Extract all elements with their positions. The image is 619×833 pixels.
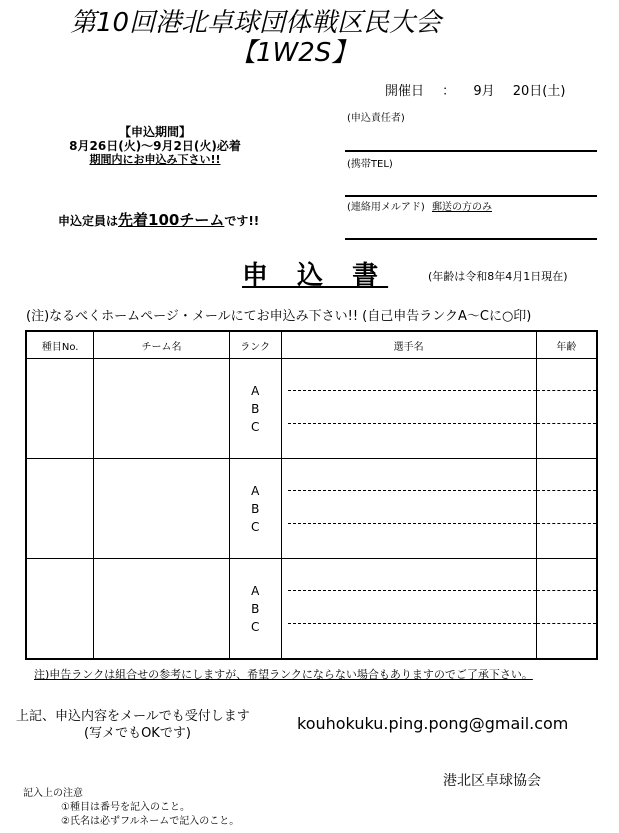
note-item: ①種目は番号を記入のこと。 (61, 802, 190, 813)
rank-option-c[interactable]: C (251, 519, 260, 534)
rank-notice: 注)申告ランクは組合せの参考にしますが、希望ランクにならない場合もありますのでご了承下さい。 (34, 668, 533, 681)
player-names-cell[interactable] (281, 459, 536, 559)
player-line-1[interactable] (288, 590, 536, 591)
age-cell[interactable] (536, 359, 597, 459)
representative-line[interactable] (345, 150, 597, 152)
email-notice: 上記、申込内容をメールでも受付します (写メでもOKです) (16, 709, 250, 741)
event-date-day: 20日(土) (512, 84, 566, 99)
rank-cell[interactable] (229, 359, 281, 459)
event-date-label: 開催日 (385, 84, 425, 99)
notes-heading: 記入上の注意 (23, 788, 83, 799)
event-date-month: 9月 (473, 84, 495, 99)
player-line-2[interactable] (288, 623, 536, 624)
rank-option-b[interactable]: B (251, 601, 260, 616)
age-line-1[interactable] (537, 390, 596, 391)
header-player-name: 選手名 (281, 331, 536, 359)
age-cell[interactable] (536, 459, 597, 559)
note-item: ②氏名は必ずフルネームで記入のこと。 (61, 816, 240, 827)
event-no-cell[interactable] (26, 359, 94, 459)
age-line-1[interactable] (537, 490, 596, 491)
mail-only-note: 郵送の方のみ (432, 202, 492, 213)
team-name-cell[interactable] (94, 359, 230, 459)
team-name-cell[interactable] (94, 459, 230, 559)
player-line-2[interactable] (288, 423, 536, 424)
mobile-label: (携帯TEL) (347, 159, 393, 170)
page-title: 第10回港北卓球団体戦区民大会 (70, 8, 442, 38)
capacity-emphasis: 先着100チーム (118, 211, 225, 229)
rank-option-a[interactable]: A (251, 583, 260, 598)
rank-option-b[interactable]: B (251, 501, 260, 516)
player-names-cell[interactable] (281, 359, 536, 459)
mobile-line[interactable] (345, 195, 597, 197)
entry-table (25, 330, 598, 660)
rank-option-c[interactable]: C (251, 619, 260, 634)
capacity-note: 申込定員は先着100チームです!! (58, 211, 260, 229)
event-date: 開催日 ： 9月 20日(土) (385, 84, 566, 99)
age-line-2[interactable] (537, 423, 596, 424)
age-line-1[interactable] (537, 590, 596, 591)
player-line-2[interactable] (288, 523, 536, 524)
application-period (0, 125, 310, 167)
header-age: 年齢 (536, 331, 597, 359)
age-line-2[interactable] (537, 523, 596, 524)
rank-cell[interactable] (229, 459, 281, 559)
rank-option-a[interactable]: A (251, 483, 260, 498)
email-line[interactable] (345, 238, 597, 240)
event-no-cell[interactable] (26, 459, 94, 559)
age-reference: (年齢は令和8年4月1日現在) (428, 270, 568, 283)
table-header-row (26, 331, 597, 359)
header-team-name: チーム名 (94, 331, 230, 359)
document-title: 申 込 書 (242, 261, 389, 291)
event-no-cell[interactable] (26, 559, 94, 660)
email-address[interactable]: kouhokuku.ping.pong@gmail.com (297, 714, 569, 733)
email-field-label: (連絡用メルアド) 郵送の方のみ (347, 202, 492, 213)
rank-option-a[interactable]: A (251, 383, 260, 398)
organizer: 港北区卓球協会 (443, 773, 541, 789)
rank-cell[interactable] (229, 559, 281, 660)
representative-label: (申込責任者) (347, 113, 405, 124)
instruction-note: (注)なるべくホームページ・メールにてお申込み下さい!! (自己申告ランクA～Cに○印) (26, 309, 532, 324)
rank-option-c[interactable]: C (251, 419, 260, 434)
period-note: 期間内にお申込み下さい!! (89, 153, 221, 166)
age-cell[interactable] (536, 559, 597, 660)
age-line-2[interactable] (537, 623, 596, 624)
player-line-1[interactable] (288, 390, 536, 391)
table-row (26, 459, 597, 559)
period-heading: 【申込期間】 (118, 125, 191, 139)
period-dates: 8月26日(火)～9月2日(火)必着 (69, 139, 241, 153)
table-row (26, 359, 597, 459)
team-name-cell[interactable] (94, 559, 230, 660)
player-names-cell[interactable] (281, 559, 536, 660)
player-line-1[interactable] (288, 490, 536, 491)
table-row (26, 559, 597, 660)
header-rank: ランク (229, 331, 281, 359)
header-event-no: 種目No. (26, 331, 94, 359)
page-subtitle: 【1W2S】 (230, 38, 358, 68)
entry-notes (23, 787, 239, 829)
rank-option-b[interactable]: B (251, 401, 260, 416)
